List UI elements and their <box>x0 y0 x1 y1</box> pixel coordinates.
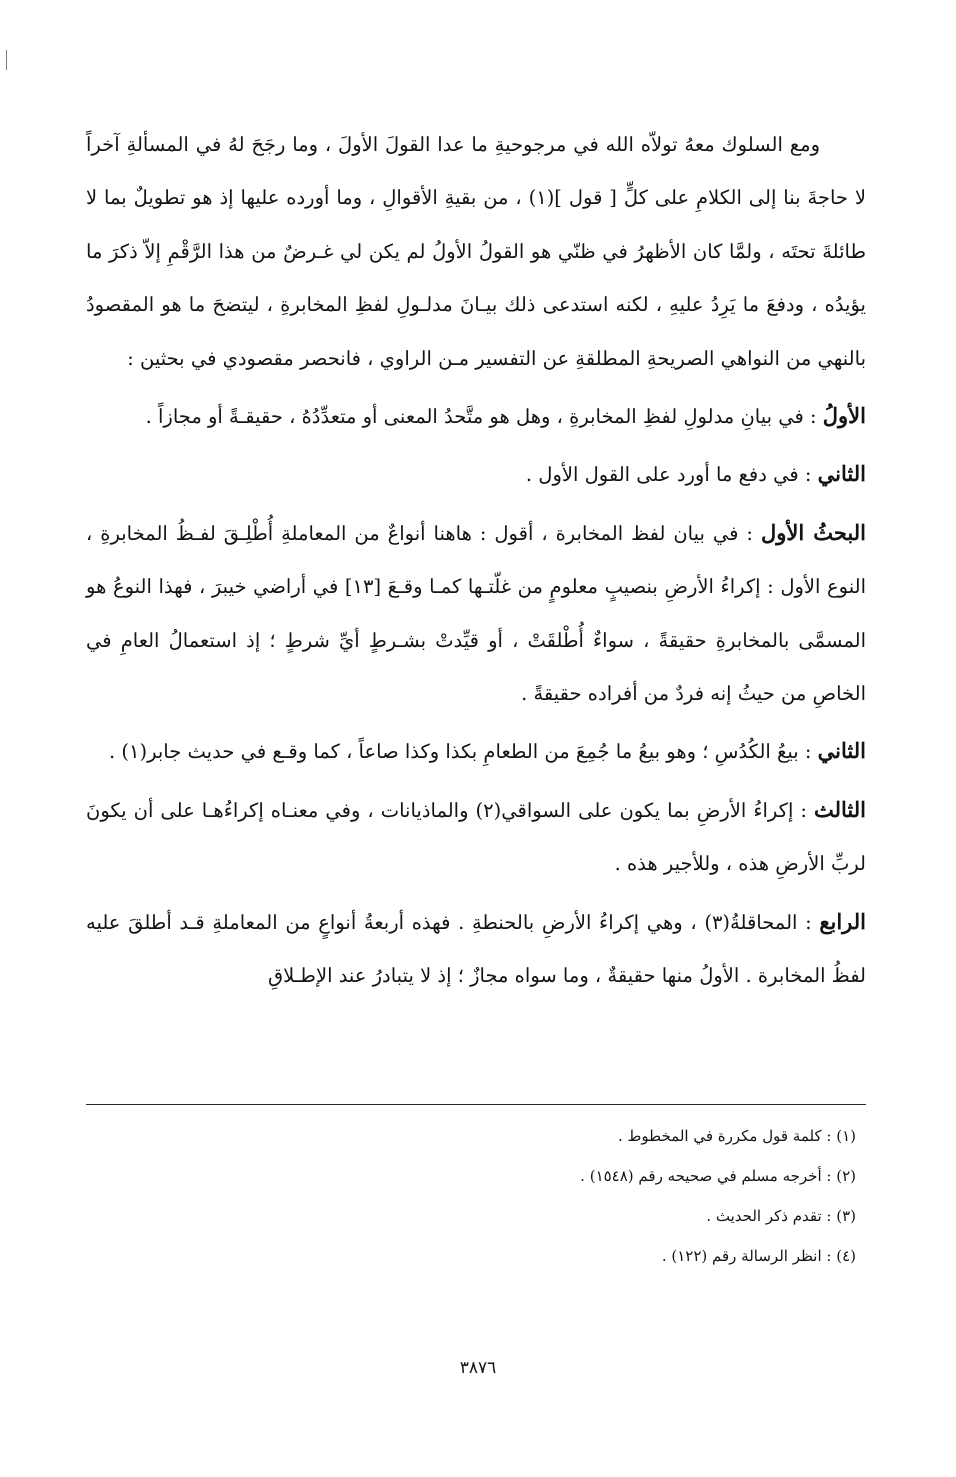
paragraph-text: : المحاقلةُ(٣) ، وهي إكراءُ الأرضِ بالحنطةِ . فهذه أربعةُ أنواعٍ من المعاملةِ قـد أطلقَ عليه لفظُ المخابرة . الأولُ منها حقيقةٌ ، وما سواه مجازٌ ؛ إذ لا يتبادرُ عند الإطـلاقِ <box>86 910 866 988</box>
footnotes <box>86 1116 866 1276</box>
paragraph-text: ومع السلوك معهُ تولاّه الله في مرجوحيةِ ما عدا القولَ الأولَ ، وما رجَحَ لهُ في المسألةِ آخراً لا حاجةَ بنا إلى الكلامِ على كلٍّ [ قول ](١) ، من بقيةِ الأقوالِ ، وما أورده عليها إذ هو تطويلٌ بما لا طائلةَ تحتَه ، ولمَّا كان الأظهرُ في ظنّي هو القولُ الأولُ لم يكن لي غـرضٌ من هذا الرَّقْمِ إلاّ ذكرَ ما يؤيدُه ، ودفعَ ما يَرِدُ عليهِ ، لكنه استدعى ذلك بيـانَ مدلـولِ لفظِ المخابرةِ ، ليتضحَ ما هو المقصودُ بالنهي من النواهي الصريحةِ المطلقةِ عن التفسير مـن الراوي ، فانحصر مقصودي في بحثين : <box>86 133 866 370</box>
paragraph-type-three <box>86 783 866 891</box>
paragraph-text: : في بيانِ مدلولِ لفظِ المخابرةِ ، وهل هو متَّحدُ المعنى أو متعدِّدُهُ ، حقيقـةً أو مجازاً . <box>145 405 823 429</box>
paragraph-text: : بيعُ الكُدُسِ ؛ وهو بيعُ ما جُمِعَ من الطعامِ بكذا وكذا صاعاً ، كما وقـع في حديث جابر(١) . <box>109 740 818 764</box>
footnote: (٣) : تقدم ذكر الحديث . <box>706 1207 856 1225</box>
paragraph-first-topic <box>86 389 866 443</box>
paragraph-text: : إكراءُ الأرضِ بما يكون على السواقي(٢) والماذيانات ، وفي معنـاه إكراءُهـا على أن يكونَ لربِّ الأرضِ هذه ، وللأجير هذه . <box>86 798 866 876</box>
paragraph-lead: الثالث <box>814 796 866 822</box>
paragraph-lead: الأولُ <box>822 403 866 429</box>
paragraph-type-two <box>86 724 866 778</box>
paragraph-first-section <box>86 506 866 721</box>
paragraph-intro <box>86 118 866 385</box>
paragraph-text: : في بيان لفظ المخابرة ، أقول : هاهنا أنواعٌ من المعاملةِ أُطْلِـقَ لفـظُ المخابرةِ ، النوع الأول : إكراءُ الأرضِ بنصيبٍ معلومٍ من غلّتـها كمـا وقـعَ [١٣] في أراضي خيبرَ ، فهذا النوعُ هو المسمَّى بالمخابرةِ حقيقةً ، سواءٌ أُطْلقَتْ ، أو قيِّدتْ بشـرطٍ أيِّ شرطٍ ؛ إذ استعمالُ العامِ في الخاصِ من حيثُ إنه فردٌ من أفراده حقيقةً . <box>86 521 866 706</box>
footnote-divider <box>86 1104 866 1105</box>
paragraph-second-topic <box>86 447 866 501</box>
paragraph-text: : في دفع ما أورد على القول الأول . <box>525 463 818 487</box>
footnote: (١) : كلمة قول مكررة في المخطوط . <box>618 1127 856 1145</box>
footnote: (٤) : انظر الرسالة رقم (١٢٢) . <box>661 1247 856 1265</box>
paragraph-lead: الرابع <box>819 908 866 934</box>
body-text <box>86 118 866 1003</box>
page-number: ٣٨٧٦ <box>459 1358 497 1378</box>
paragraph-lead: الثاني <box>817 461 866 487</box>
paragraph-type-four <box>86 895 866 1003</box>
footnote: (٢) : أخرجه مسلم في صحيحه رقم (١٥٤٨) . <box>580 1167 856 1185</box>
paragraph-lead: الثاني <box>817 738 866 764</box>
margin-mark <box>6 50 9 70</box>
paragraph-lead: البحثُ الأول <box>760 519 866 545</box>
